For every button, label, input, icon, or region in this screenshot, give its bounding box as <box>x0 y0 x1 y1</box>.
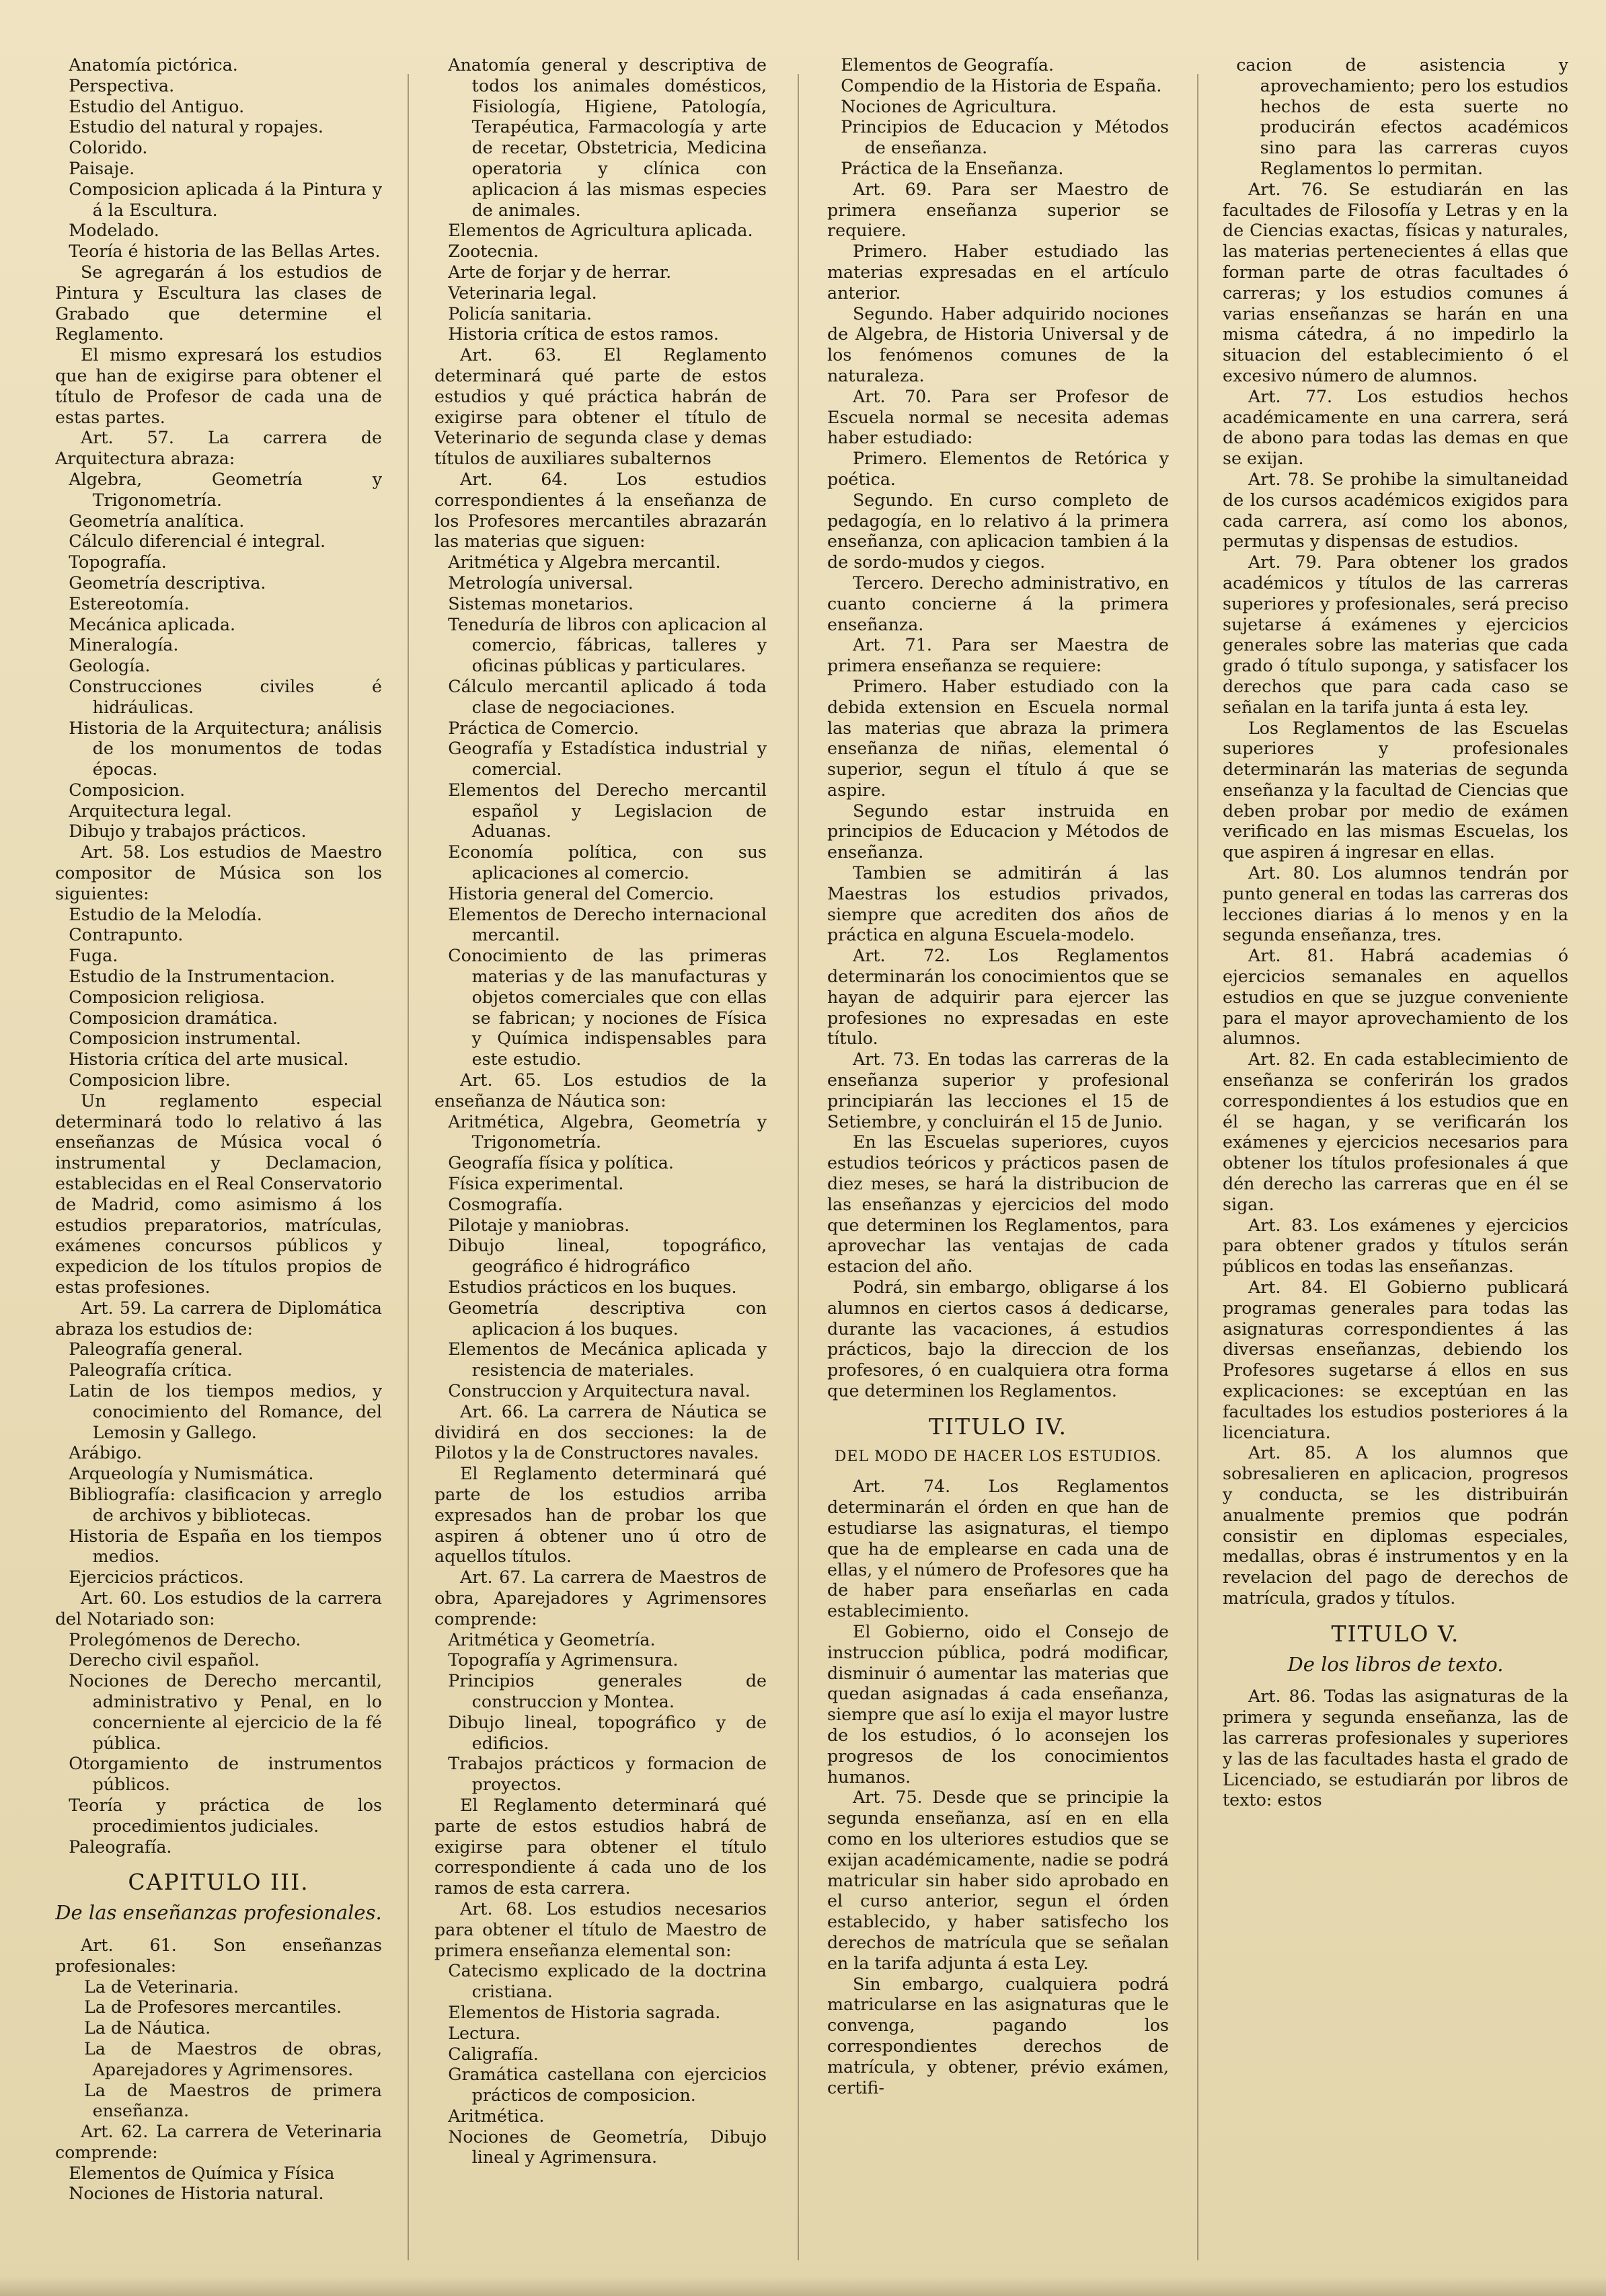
paragraph: Segundo. Haber adquirido nociones de Algebra, de Historia Universal y de los fenómenos comunes de la naturaleza. <box>827 303 1169 385</box>
column-rule <box>408 74 409 2260</box>
paragraph: Primero. Haber estudiado con la debida extension en Escuela normal las materias que abraza la primera enseñanza de niñas, elemental ó superior, segun el título á que se aspire. <box>827 676 1169 800</box>
list-item: La de Maestros de obras, Aparejadores y Agrimensores. <box>84 2038 382 2079</box>
paragraph: Art. 73. En todas las carreras de la enseñanza superior y profesional principiarán las lecciones el 15 de Setiembre, y concluirán el 15 de Junio. <box>827 1049 1169 1132</box>
list-item: Economía política, con sus aplicaciones al comercio. <box>448 842 767 883</box>
list-item: Elementos de Química y Física <box>69 2163 335 2183</box>
section-title: De los libros de texto. <box>1287 1652 1504 1676</box>
list-item: cacion de asistencia y aprovechamiento; pero los estudios hechos de esta suerte no producirán efectos académicos sino para las carreras cuyos Reglamentos lo permitan. <box>1236 55 1568 178</box>
list-item: Nociones de Geometría, Dibujo lineal y Agrimensura. <box>448 2126 767 2168</box>
list-item: Aritmética, Algebra, Geometría y Trigonometría. <box>448 1111 767 1152</box>
list-item: Teoría é historia de las Bellas Artes. <box>69 242 381 262</box>
list-item: Geometría analítica. <box>69 511 245 531</box>
list-item: Metrología universal. <box>448 572 634 593</box>
list-item: Algebra, Geometría y Trigonometría. <box>69 469 382 510</box>
paragraph: Los Reglamentos de las Escuelas superiores y profesionales determinarán las materias de segunda enseñanza y la facultad de Ciencias que deben probar por medio de exámen verificado en las mismas Escuelas, los que aspiren á ingresar en ellas. <box>1223 718 1568 862</box>
text-column-3 <box>827 55 1169 2289</box>
list-item: Anatomía general y descriptiva de todos los animales domésticos, Fisiología, Higiene, Patología, Terapéutica, Farmacología y arte de recetar, Obstetricia, Medicina operatoria y clínica con aplicacion á las mismas especies de animales. <box>448 55 767 220</box>
list-item: Mineralogía. <box>69 635 179 655</box>
list-item: Sistemas monetarios. <box>448 593 634 614</box>
list-item: Nociones de Agricultura. <box>841 96 1057 116</box>
list-item: Catecismo explicado de la doctrina cristiana. <box>448 1961 767 2002</box>
list-item: Zootecnia. <box>448 242 539 262</box>
list-item: Geografía física y política. <box>448 1153 674 1173</box>
list-item: Topografía y Agrimensura. <box>448 1650 679 1670</box>
list-item: Gramática castellana con ejercicios prácticos de composicion. <box>448 2065 767 2106</box>
paragraph: En las Escuelas superiores, cuyos estudios teóricos y prácticos pasen de diez meses, se hará la distribucion de las enseñanzas y ejercicios del modo que determinen los Reglamentos, para aprovechar las ventajas de cada estacion del año. <box>827 1132 1169 1277</box>
list-item: Estudio del natural y ropajes. <box>69 117 323 137</box>
list-item: Composicion aplicada á la Pintura y á la Escultura. <box>69 179 382 220</box>
list-item: Geometría descriptiva. <box>69 572 266 593</box>
text-column-2 <box>434 55 767 2289</box>
paragraph: Art. 61. Son enseñanzas profesionales: <box>55 1935 382 1976</box>
list-item: La de Maestros de primera enseñanza. <box>84 2080 382 2121</box>
list-item: Veterinaria legal. <box>448 283 597 303</box>
list-item: Teoría y práctica de los procedimientos judiciales. <box>69 1795 382 1836</box>
list-item: Construccion y Arquitectura naval. <box>448 1381 751 1401</box>
column-rule <box>1197 74 1198 2260</box>
list-item: Historia de la Arquitectura; análisis de los monumentos de todas épocas. <box>69 718 382 780</box>
list-item: Arte de forjar y de herrar. <box>448 262 672 282</box>
list-item: Prolegómenos de Derecho. <box>69 1629 301 1650</box>
list-item: Composicion instrumental. <box>69 1029 301 1049</box>
paragraph: Art. 67. La carrera de Maestros de obra, Aparejadores y Agrimensores comprende: <box>434 1567 767 1629</box>
paragraph: Art. 69. Para ser Maestro de primera enseñanza superior se requiere. <box>827 179 1169 241</box>
paragraph: Tercero. Derecho administrativo, en cuanto concierne á la primera enseñanza. <box>827 572 1169 634</box>
paragraph: El Reglamento determinará qué parte de estos estudios habrá de exigirse para obtener el título correspondiente á cada uno de los ramos de esta carrera. <box>434 1795 767 1898</box>
list-item: Otorgamiento de instrumentos públicos. <box>69 1754 382 1795</box>
paragraph: Art. 68. Los estudios necesarios para obtener el título de Maestro de primera enseñanza elemental son: <box>434 1898 767 1960</box>
list-item: Nociones de Historia natural. <box>69 2184 324 2204</box>
column-rule <box>798 74 799 2260</box>
paragraph: Podrá, sin embargo, obligarse á los alumnos en ciertos casos á dedicarse, durante las vacaciones, á estudios prácticos, bajo la direccion de los profesores, ó en cualquiera otra forma que determinen los Reglamentos. <box>827 1277 1169 1401</box>
list-item: La de Veterinaria. <box>84 1976 239 1997</box>
paragraph: Art. 82. En cada establecimiento de enseñanza se conferirán los grados correspondientes á los estudios que en él se hagan, y se verificarán los exámenes y ejercicios necesarios para obtener los títulos profesionales á que dén derecho las carreras que en él se sigan. <box>1223 1049 1568 1214</box>
paragraph: Art. 84. El Gobierno publicará programas generales para todas las asignaturas correspondientes á las diversas enseñanzas, debiendo los Profesores sugetarse á ellos en sus explicaciones: se exceptúan en las facultades los estudios posteriores á la licenciatura. <box>1223 1277 1568 1442</box>
list-item: Pilotaje y maniobras. <box>448 1215 630 1235</box>
list-item: Contrapunto. <box>69 925 184 945</box>
list-item: La de Náutica. <box>84 2018 211 2038</box>
list-item: Mecánica aplicada. <box>69 614 236 634</box>
list-item: Principios generales de construccion y Montea. <box>448 1671 767 1711</box>
list-item: Elementos de Historia sagrada. <box>448 2002 721 2022</box>
text-column-1 <box>55 55 382 2289</box>
text-column-4 <box>1223 55 1568 2289</box>
paragraph: El Gobierno, oido el Consejo de instruccion pública, podrá modificar, disminuir ó aumentar las materias que quedan asignadas á cada enseñanza, siempre que así lo exija el mayor lustre de los estudios, ó lo aconsejen los progresos de los conocimientos humanos. <box>827 1621 1169 1787</box>
list-item: Composicion religiosa. <box>69 987 266 1007</box>
section-heading: TITULO IV. <box>929 1413 1067 1440</box>
paragraph: Art. 65. Los estudios de la enseñanza de Náutica son: <box>434 1070 767 1111</box>
list-item: Arquitectura legal. <box>69 801 232 821</box>
list-item: Estudio del Antiguo. <box>69 96 245 116</box>
paragraph: Art. 72. Los Reglamentos determinarán los conocimientos que se hayan de adquirir para ejercer las profesiones no expresadas en este título. <box>827 946 1169 1049</box>
paragraph: Un reglamento especial determinará todo lo relativo á las enseñanzas de Música vocal ó instrumental y Declamacion, establecidas en el Real Conservatorio de Madrid, como asimismo á los estudios preparatorios, matrículas, exámenes concursos públicos y expedicion de los títulos propios de estas profesiones. <box>55 1090 382 1298</box>
list-item: Dibujo lineal, topográfico y de edificios. <box>448 1712 767 1753</box>
paragraph: Art. 60. Los estudios de la carrera del Notariado son: <box>55 1588 382 1629</box>
list-item: Estudios prácticos en los buques. <box>448 1277 737 1298</box>
paragraph: Art. 75. Desde que se principie la segunda enseñanza, así en en ella como en los ulteriores estudios que se exijan académicamente, nadie se podrá matricular sin haber sido aprobado en el curso anterior, segun el órden establecido, y haber satisfecho los derechos de matrícula que se señalan en la tarifa adjunta á esta Ley. <box>827 1787 1169 1973</box>
list-item: Trabajos prácticos y formacion de proyectos. <box>448 1754 767 1795</box>
list-item: Topografía. <box>69 552 167 572</box>
paragraph: Se agregarán á los estudios de Pintura y Escultura las clases de Grabado que determine el Reglamento. <box>55 262 382 344</box>
list-item: Aritmética. <box>448 2106 545 2126</box>
list-item: Aritmética y Geometría. <box>448 1629 656 1650</box>
paragraph: Art. 70. Para ser Profesor de Escuela normal se necesita ademas haber estudiado: <box>827 386 1169 448</box>
paragraph: Art. 77. Los estudios hechos académicamente en una carrera, será de abono para todas las demas en que se exijan. <box>1223 386 1568 469</box>
list-item: Latin de los tiempos medios, y conocimiento del Romance, del Lemosin y Gallego. <box>69 1381 382 1442</box>
paragraph: Art. 64. Los estudios correspondientes á la enseñanza de los Profesores mercantiles abrazarán las materias que siguen: <box>434 469 767 552</box>
list-item: Composicion dramática. <box>69 1008 278 1028</box>
section-subheading: DEL MODO DE HACER LOS ESTUDIOS. <box>834 1448 1162 1465</box>
page-edge-shadow <box>0 2276 1606 2296</box>
paragraph: Art. 83. Los exámenes y ejercicios para obtener grados y títulos serán públicos en todas las enseñanzas. <box>1223 1215 1568 1277</box>
list-item: Arábigo. <box>69 1443 142 1463</box>
list-item: Compendio de la Historia de España. <box>841 75 1162 96</box>
paragraph: Art. 79. Para obtener los grados académicos y títulos de las carreras superiores y profesionales, será preciso sujetarse á exámenes y ejercicios generales sobre las materias que cada grado ó título suponga, y satisfacer los derechos que para cada caso se señalan en la tarifa junta á esta ley. <box>1223 552 1568 717</box>
list-item: Modelado. <box>69 221 159 241</box>
list-item: Elementos de Derecho internacional mercantil. <box>448 904 767 945</box>
list-item: Teneduría de libros con aplicacion al comercio, fábricas, talleres y oficinas públicas y particulares. <box>448 614 767 676</box>
paragraph: Sin embargo, cualquiera podrá matricularse en las asignaturas que le convenga, pagando los correspondientes derechos de matrícula, y obtener, prévio exámen, certifi- <box>827 1974 1169 2098</box>
list-item: Aritmética y Algebra mercantil. <box>448 552 721 572</box>
paragraph: Art. 74. Los Reglamentos determinarán el órden en que han de estudiarse las asignaturas, el tiempo que ha de emplearse en cada una de ellas, y el número de Profesores que ha de haber para enseñarlas en cada establecimiento. <box>827 1477 1169 1621</box>
list-item: Nociones de Derecho mercantil, administrativo y Penal, en lo concerniente al ejercicio de la fé pública. <box>69 1671 382 1753</box>
section-title: De las enseñanzas profesionales. <box>55 1901 382 1925</box>
list-item: Estudio de la Instrumentacion. <box>69 967 336 987</box>
list-item: Policía sanitaria. <box>448 303 592 324</box>
list-item: Paleografía. <box>69 1837 172 1857</box>
list-item: Geología. <box>69 656 151 676</box>
list-item: Elementos de Mecánica aplicada y resistencia de materiales. <box>448 1339 767 1380</box>
list-item: Historia crítica de estos ramos. <box>448 324 719 344</box>
list-item: Historia de España en los tiempos medios. <box>69 1526 382 1567</box>
list-item: Arqueología y Numismática. <box>69 1464 314 1484</box>
paragraph: Art. 59. La carrera de Diplomática abraza los estudios de: <box>55 1298 382 1339</box>
list-item: Práctica de Comercio. <box>448 718 640 738</box>
list-item: Elementos de Geografía. <box>841 55 1055 75</box>
section-heading: CAPITULO III. <box>128 1869 309 1896</box>
list-item: Construcciones civiles é hidráulicas. <box>69 676 382 717</box>
list-item: Caligrafía. <box>448 2044 539 2064</box>
list-item: Práctica de la Enseñanza. <box>841 158 1064 178</box>
list-item: Derecho civil español. <box>69 1650 260 1670</box>
list-item: Elementos de Agricultura aplicada. <box>448 221 753 241</box>
list-item: Paleografía crítica. <box>69 1360 233 1380</box>
list-item: Composicion libre. <box>69 1070 231 1090</box>
paragraph: Segundo estar instruida en principios de Educacion y Métodos de enseñanza. <box>827 801 1169 862</box>
paragraph: Art. 85. A los alumnos que sobresalieren en aplicacion, progresos y conducta, se les distribuirán anualmente premios que podrán consistir en diplomas especiales, medallas, obras é instrumentos y en la revelacion del pago de derechos de matrícula, grados y títulos. <box>1223 1443 1568 1608</box>
paragraph: Art. 81. Habrá academias ó ejercicios semanales en aquellos estudios en que se juzgue conveniente para el mayor aprovechamiento de los alumnos. <box>1223 946 1568 1049</box>
paragraph: Art. 86. Todas las asignaturas de la primera y segunda enseñanza, las de las carreras profesionales y superiores y las de las facultades hasta el grado de Licenciado, se estudiarán por libros de texto: estos <box>1223 1687 1568 1810</box>
list-item: Bibliografía: clasificacion y arreglo de archivos y bibliotecas. <box>69 1484 382 1525</box>
list-item: Elementos del Derecho mercantil español y Legislacion de Aduanas. <box>448 780 767 842</box>
paragraph: Primero. Haber estudiado las materias expresadas en el artículo anterior. <box>827 242 1169 303</box>
list-item: Anatomía pictórica. <box>69 55 238 75</box>
paragraph: Art. 62. La carrera de Veterinaria comprende: <box>55 2122 382 2162</box>
paragraph: Art. 66. La carrera de Náutica se dividirá en dos secciones: la de Pilotos y la de Constructores navales. <box>434 1401 767 1463</box>
list-item: Dibujo lineal, topográfico, geográfico é hidrográfico <box>448 1236 767 1277</box>
list-item: Composicion. <box>69 780 186 800</box>
list-item: Fuga. <box>69 946 118 966</box>
paragraph: Art. 78. Se prohibe la simultaneidad de los cursos académicos exigidos para cada carrera, así como los abonos, permutas y dispensas de estudios. <box>1223 469 1568 552</box>
list-item: Paisaje. <box>69 158 135 178</box>
list-item: Ejercicios prácticos. <box>69 1567 244 1588</box>
list-item: Geografía y Estadística industrial y comercial. <box>448 739 767 780</box>
list-item: Dibujo y trabajos prácticos. <box>69 821 307 842</box>
list-item: Lectura. <box>448 2023 521 2043</box>
paragraph: El Reglamento determinará qué parte de los estudios arriba expresados han de probar los que aspiren á obtener uno ú otro de aquellos títulos. <box>434 1464 767 1567</box>
paragraph: Primero. Elementos de Retórica y poética. <box>827 449 1169 489</box>
list-item: Historia crítica del arte musical. <box>69 1049 349 1070</box>
paragraph: Art. 80. Los alumnos tendrán por punto general en todas las carreras dos lecciones diarias á lo menos y en la segunda enseñanza, tres. <box>1223 863 1568 945</box>
paragraph: Segundo. En curso completo de pedagogía, en lo relativo á la primera enseñanza, con aplicacion tambien á la de sordo-mudos y ciegos. <box>827 490 1169 572</box>
paragraph: Art. 58. Los estudios de Maestro compositor de Música son los siguientes: <box>55 842 382 903</box>
paragraph: Tambien se admitirán á las Maestras los estudios privados, siempre que acrediten dos años de práctica en alguna Escuela-modelo. <box>827 863 1169 945</box>
list-item: Perspectiva. <box>69 75 175 96</box>
list-item: Cálculo mercantil aplicado á toda clase de negociaciones. <box>448 676 767 717</box>
list-item: La de Profesores mercantiles. <box>84 1997 342 2017</box>
paragraph: Art. 76. Se estudiarán en las facultades de Filosofía y Letras y en la de Ciencias exactas, físicas y naturales, las materias pertenecientes á ellas que forman parte de otras facultades ó carreras; y los estudios comunes á varias enseñanzas se harán en una misma cátedra, á no impedirlo la situacion del establecimiento ó el excesivo número de alumnos. <box>1223 179 1568 385</box>
list-item: Cálculo diferencial é integral. <box>69 531 326 552</box>
list-item: Cosmografía. <box>448 1194 563 1214</box>
list-item: Paleografía general. <box>69 1339 243 1360</box>
list-item: Física experimental. <box>448 1174 624 1194</box>
section-heading: TITULO V. <box>1331 1620 1460 1647</box>
list-item: Estereotomía. <box>69 593 190 614</box>
paragraph: El mismo expresará los estudios que han de exigirse para obtener el título de Profesor de cada una de estas partes. <box>55 345 382 427</box>
list-item: Geometría descriptiva con aplicacion á los buques. <box>448 1298 767 1339</box>
list-item: Colorido. <box>69 138 148 158</box>
list-item: Conocimiento de las primeras materias y de las manufacturas y objetos comerciales que con ellas se fabrican; y nociones de Física y Química indispensables para este estudio. <box>448 946 767 1070</box>
paragraph: Art. 57. La carrera de Arquitectura abraza: <box>55 428 382 469</box>
paragraph: Art. 71. Para ser Maestra de primera enseñanza se requiere: <box>827 635 1169 676</box>
paragraph: Art. 63. El Reglamento determinará qué parte de estos estudios y qué práctica habrán de exigirse para obtener el título de Veterinario de segunda clase y demas títulos de auxiliares subalternos <box>434 345 767 469</box>
list-item: Principios de Educacion y Métodos de enseñanza. <box>841 117 1169 158</box>
list-item: Estudio de la Melodía. <box>69 904 262 924</box>
list-item: Historia general del Comercio. <box>448 883 714 903</box>
